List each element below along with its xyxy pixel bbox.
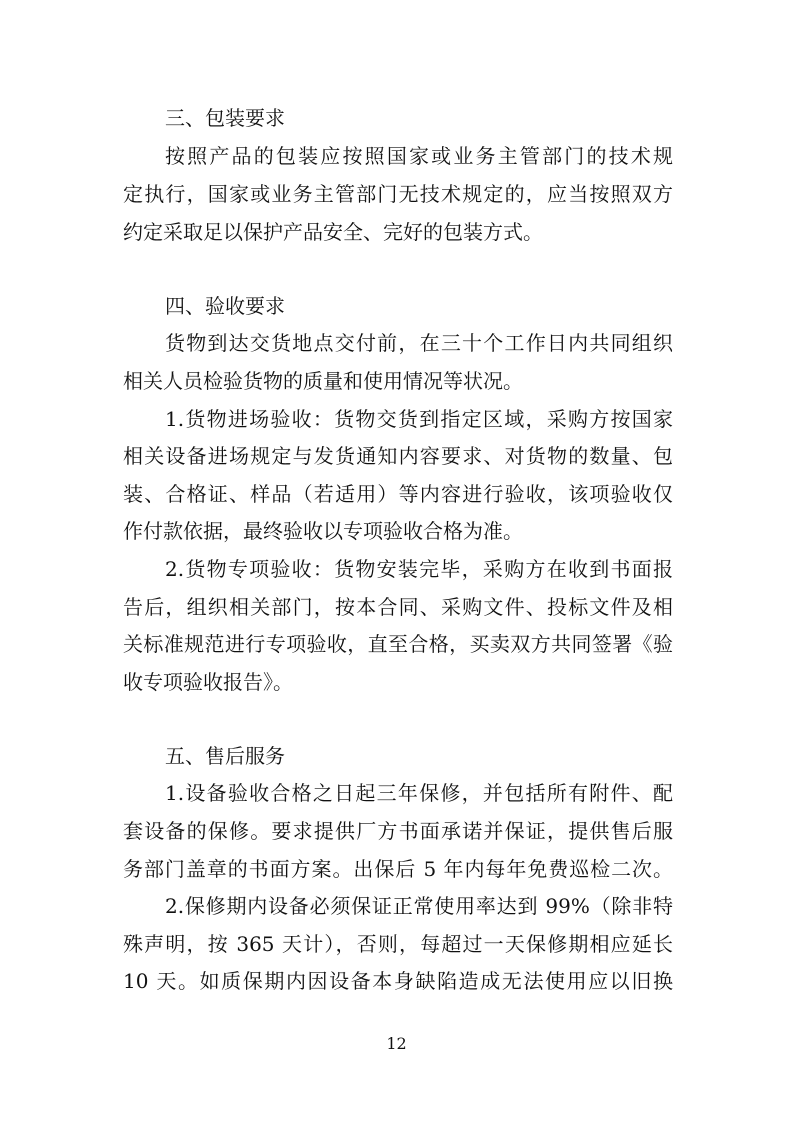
paragraph-line: 定执行，国家或业务主管部门无技术规定的，应当按照双方 [123, 182, 673, 206]
paragraph-line: 务部门盖章的书面方案。出保后 5 年内每年免费巡检二次。 [123, 857, 673, 881]
paragraph-line: 1.货物进场验收：货物交货到指定区域，采购方按国家 [165, 407, 673, 431]
paragraph-line: 套设备的保修。要求提供厂方书面承诺并保证，提供售后服 [123, 819, 673, 843]
paragraph-line: 2.保修期内设备必须保证正常使用率达到 99%（除非特 [165, 894, 673, 918]
paragraph-line: 2.货物专项验收：货物安装完毕，采购方在收到书面报 [165, 557, 673, 581]
paragraph-line: 按照产品的包装应按照国家或业务主管部门的技术规 [165, 144, 673, 168]
paragraph-line: 殊声明，按 365 天计），否则，每超过一天保修期相应延长 [123, 932, 673, 956]
paragraph-line: 告后，组织相关部门，按本合同、采购文件、投标文件及相 [123, 595, 673, 619]
section-heading-packaging: 三、包装要求 [165, 106, 285, 130]
paragraph-line: 1.设备验收合格之日起三年保修，并包括所有附件、配 [165, 781, 673, 805]
section-heading-after-sales: 五、售后服务 [165, 744, 285, 768]
paragraph-line: 作付款依据，最终验收以专项验收合格为准。 [123, 519, 523, 543]
paragraph-line: 约定采取足以保护产品安全、完好的包装方式。 [123, 220, 543, 244]
paragraph-line: 关标准规范进行专项验收，直至合格，买卖双方共同签署《验 [123, 632, 673, 656]
paragraph-line: 相关设备进场规定与发货通知内容要求、对货物的数量、包 [123, 444, 673, 468]
paragraph-line: 收专项验收报告》。 [123, 670, 293, 694]
paragraph-line: 10 天。如质保期内因设备本身缺陷造成无法使用应以旧换 [123, 969, 673, 993]
paragraph-line: 相关人员检验货物的质量和使用情况等状况。 [123, 369, 523, 393]
section-heading-acceptance: 四、验收要求 [165, 294, 285, 318]
paragraph-line: 货物到达交货地点交付前，在三十个工作日内共同组织 [165, 331, 673, 355]
page-number: 12 [386, 1034, 407, 1053]
paragraph-line: 装、合格证、样品（若适用）等内容进行验收，该项验收仅 [123, 482, 673, 506]
